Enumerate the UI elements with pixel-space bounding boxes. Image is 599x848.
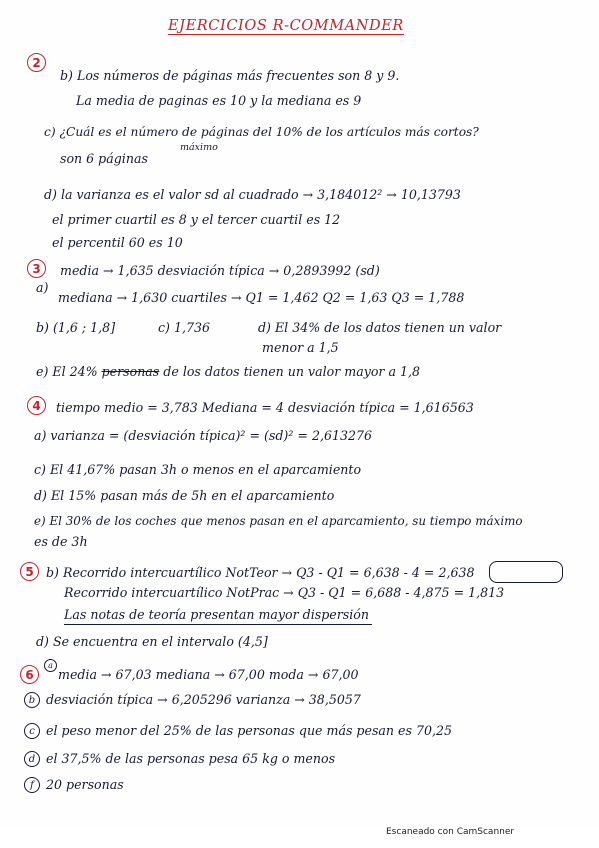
ex6-a: media → 67,03 mediana → 67,00 moda → 67,00 bbox=[58, 667, 359, 682]
ex2-c-line2: son 6 páginas bbox=[60, 151, 148, 166]
ex3-e-struck: personas bbox=[101, 364, 160, 379]
ex4-d: d) El 15% pasan más de 5h en el aparcamiento bbox=[34, 488, 335, 503]
ex3-a-line2: mediana → 1,630 cuartiles → Q1 = 1,462 Q2 = 1,63 Q3 = 1,788 bbox=[58, 290, 465, 305]
exercise-6-number: 6 bbox=[20, 665, 39, 684]
ex3-a-line1: media → 1,635 desviación típica → 0,2893992 (sd) bbox=[60, 263, 380, 278]
ex6-b-marker: b bbox=[24, 692, 40, 708]
ex3-c: c) 1,736 bbox=[158, 320, 211, 335]
exercise-4-number: 4 bbox=[27, 396, 46, 415]
ex5-b-line2: Recorrido intercuartílico NotPrac → Q3 - Q1 = 6,688 - 4,875 = 1,813 bbox=[64, 585, 505, 600]
scanner-watermark: Escaneado con CamScanner bbox=[386, 827, 515, 837]
ex3-d-line2: menor a 1,5 bbox=[262, 340, 339, 355]
ex2-c-note: máximo bbox=[180, 142, 218, 153]
ex3-e-pre: e) El 24% bbox=[36, 364, 98, 379]
ex5-result-box bbox=[489, 561, 563, 583]
ex2-d-line2: el primer cuartil es 8 y el tercer cuartil es 12 bbox=[52, 212, 341, 227]
ex2-c-line1: c) ¿Cuál es el número de páginas del 10% de los artículos más cortos? bbox=[44, 125, 479, 139]
ex2-b-line1: b) Los números de páginas más frecuentes son 8 y 9. bbox=[60, 68, 400, 83]
ex4-line1: tiempo medio = 3,783 Mediana = 4 desviación típica = 1,616563 bbox=[56, 400, 474, 415]
exercise-2-number: 2 bbox=[27, 53, 46, 72]
ex3-e-post: de los datos tienen un valor mayor a 1,8 bbox=[163, 364, 420, 379]
page-title: EJERCICIOS R-COMMANDER bbox=[168, 18, 404, 34]
ex2-d-line3: el percentil 60 es 10 bbox=[52, 235, 183, 250]
ex5-d: d) Se encuentra en el intervalo (4,5] bbox=[36, 634, 268, 649]
ex4-e-line2: es de 3h bbox=[34, 534, 88, 549]
ex6-f: 20 personas bbox=[46, 777, 124, 792]
ex6-f-marker: f bbox=[24, 777, 40, 793]
ex3-e bbox=[36, 364, 420, 380]
ex3-d-line1: d) El 34% de los datos tienen un valor bbox=[258, 320, 502, 335]
ex5-b-line1: b) Recorrido intercuartílico NotTeor → Q3 - Q1 = 6,638 - 4 = 2,638 bbox=[46, 565, 475, 580]
ex4-c: c) El 41,67% pasan 3h o menos en el aparcamiento bbox=[34, 462, 362, 477]
ex6-b: desviación típica → 6,205296 varianza → 38,5057 bbox=[46, 692, 361, 707]
ex5-b-line3: Las notas de teoría presentan mayor dispersión bbox=[64, 607, 369, 622]
ex5-underline bbox=[64, 624, 372, 625]
ex6-a-marker: a bbox=[44, 659, 57, 672]
ex4-e-line1: e) El 30% de los coches que menos pasan en el aparcamiento, su tiempo máximo bbox=[34, 514, 523, 528]
ex4-a: a) varianza = (desviación típica)² = (sd)² = 2,613276 bbox=[34, 428, 373, 443]
ex2-b-line2: La media de paginas es 10 y la mediana es 9 bbox=[76, 93, 362, 108]
exercise-5-number: 5 bbox=[20, 562, 39, 581]
ex6-c-marker: c bbox=[24, 723, 40, 739]
ex3-a-label: a) bbox=[36, 280, 49, 295]
ex2-d-line1: d) la varianza es el valor sd al cuadrado → 3,184012² → 10,13793 bbox=[44, 187, 461, 202]
ex6-d-marker: d bbox=[24, 751, 40, 767]
ex6-d: el 37,5% de las personas pesa 65 kg o menos bbox=[46, 751, 336, 766]
ex6-c: el peso menor del 25% de las personas que más pesan es 70,25 bbox=[46, 723, 453, 738]
ex3-b: b) (1,6 ; 1,8] bbox=[36, 320, 116, 335]
exercise-3-number: 3 bbox=[27, 259, 46, 278]
